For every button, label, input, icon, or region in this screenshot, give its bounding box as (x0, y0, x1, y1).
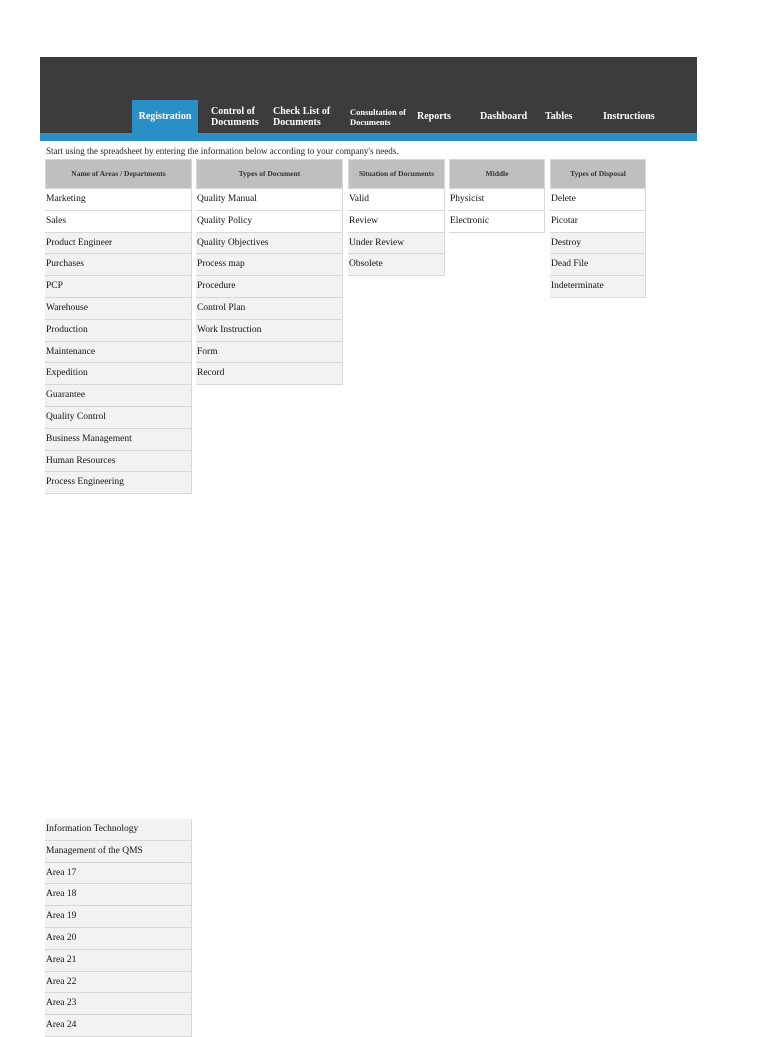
table-cell[interactable]: Electronic (449, 211, 545, 233)
table-cell[interactable]: Area 22 (45, 972, 192, 994)
additional-areas-list (45, 819, 192, 1037)
tab-check-list-of-documents[interactable]: Check List of Documents (273, 105, 331, 128)
types-of-document-column (196, 159, 343, 385)
table-cell[interactable]: Under Review (348, 233, 445, 255)
table-cell[interactable]: Quality Control (45, 407, 192, 429)
table-cell[interactable]: Area 23 (45, 993, 192, 1015)
table-cell[interactable]: Dead File (550, 254, 646, 276)
tab-registration[interactable]: Registration (132, 100, 198, 133)
table-cell[interactable]: Destroy (550, 233, 646, 255)
table-cell[interactable]: Delete (550, 189, 646, 211)
table-cell[interactable]: Indeterminate (550, 276, 646, 298)
table-cell[interactable]: Obsolete (348, 254, 445, 276)
table-cell[interactable]: Business Management (45, 429, 192, 451)
table-cell[interactable]: Process map (196, 254, 343, 276)
tab-consultation-of-documents[interactable]: Consultation of Documents (350, 106, 406, 127)
table-cell[interactable]: Quality Policy (196, 211, 343, 233)
situation-of-documents-column (348, 159, 445, 276)
table-cell[interactable]: Control Plan (196, 298, 343, 320)
table-cell[interactable]: Production (45, 320, 192, 342)
middle-column (449, 159, 545, 233)
tab-instructions[interactable]: Instructions (603, 111, 655, 122)
table-cell[interactable]: Picotar (550, 211, 646, 233)
table-cell[interactable]: Area 21 (45, 950, 192, 972)
tab-reports[interactable]: Reports (417, 111, 451, 122)
column-header: Types of Document (196, 159, 343, 189)
table-cell[interactable]: Human Resources (45, 451, 192, 473)
table-cell[interactable]: Warehouse (45, 298, 192, 320)
table-cell[interactable]: Sales (45, 211, 192, 233)
column-header: Middle (449, 159, 545, 189)
nav-accent-strip (40, 133, 697, 141)
table-cell[interactable]: Valid (348, 189, 445, 211)
table-cell[interactable]: Product Engineer (45, 233, 192, 255)
table-cell[interactable]: Quality Manual (196, 189, 343, 211)
table-cell[interactable]: Record (196, 363, 343, 385)
table-cell[interactable]: Marketing (45, 189, 192, 211)
table-cell[interactable]: Process Engineering (45, 472, 192, 494)
table-cell[interactable]: Purchases (45, 254, 192, 276)
tab-control-of-documents[interactable]: Control of Documents (211, 105, 259, 128)
table-cell[interactable]: Information Technology (45, 819, 192, 841)
table-cell[interactable]: Area 18 (45, 884, 192, 906)
types-of-disposal-column (550, 159, 646, 298)
tab-dashboard[interactable]: Dashboard (480, 111, 528, 122)
column-header: Situation of Documents (348, 159, 445, 189)
table-cell[interactable]: Guarantee (45, 385, 192, 407)
table-cell[interactable]: Procedure (196, 276, 343, 298)
table-cell[interactable]: Management of the QMS (45, 841, 192, 863)
table-cell[interactable]: Physicist (449, 189, 545, 211)
instruction-text: Start using the spreadsheet by entering the information below according to your company's needs. (46, 146, 399, 156)
table-cell[interactable]: Work Instruction (196, 320, 343, 342)
areas-departments-column (45, 159, 192, 494)
tab-tables[interactable]: Tables (545, 111, 573, 122)
table-cell[interactable]: Area 17 (45, 863, 192, 885)
table-cell[interactable]: Area 19 (45, 906, 192, 928)
column-header: Types of Disposal (550, 159, 646, 189)
table-cell[interactable]: Area 20 (45, 928, 192, 950)
table-cell[interactable]: PCP (45, 276, 192, 298)
table-cell[interactable]: Review (348, 211, 445, 233)
table-cell[interactable]: Expedition (45, 363, 192, 385)
table-cell[interactable]: Area 24 (45, 1015, 192, 1037)
table-cell[interactable]: Quality Objectives (196, 233, 343, 255)
column-header: Name of Areas / Departments (45, 159, 192, 189)
table-cell[interactable]: Maintenance (45, 342, 192, 364)
table-cell[interactable]: Form (196, 342, 343, 364)
